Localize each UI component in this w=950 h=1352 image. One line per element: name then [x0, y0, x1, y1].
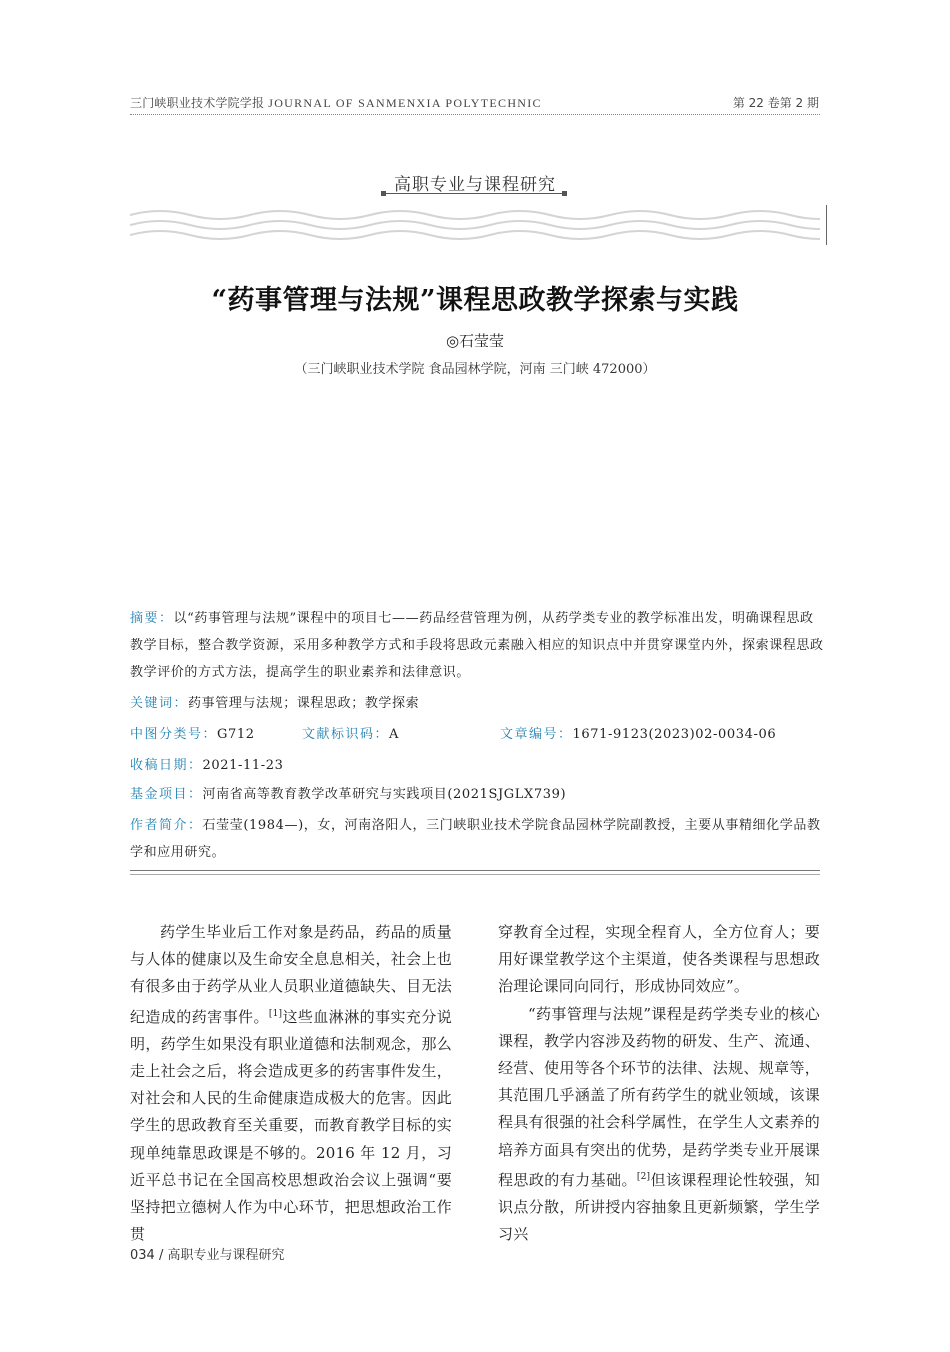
body-column-right — [498, 919, 820, 1248]
doc-code-label: 文献标识码： — [302, 727, 390, 742]
page-footer — [130, 1244, 285, 1263]
article-title: “药事管理与法规”课程思政教学探索与实践 — [211, 285, 739, 316]
article-number-value: 1671-9123(2023)02-0034-06 — [572, 727, 777, 742]
paragraph: 穿教育全过程，实现全程育人，全方位育人；要用好课堂教学这个主渠道，使各类课程与思想政治理论课同向同行，形成协同效应”。 — [498, 923, 820, 996]
paragraph-text: 这些血淋淋的事实充分说明，药学生如果没有职业道德和法制观念，那么走上社会之后，将会造成更多的药害事件发生，对社会和人民的生命健康造成极大的危害。因此学生的思政教育至关重要，而教育教学目标的实现单纯靠思政课是不够的。2016 年 12 月，习近平总书记在全国高校思想政治会议上强调“要坚持把立德树人作为中心环节，把思想政治工作贯 — [130, 1007, 452, 1244]
doc-code-value: A — [389, 727, 400, 742]
classification-row — [130, 721, 825, 748]
abstract-text: 以“药事管理与法规”课程中的项目七——药品经营管理为例，从药学类专业的教学标准出发，明确课程思政教学目标，整合教学资源，采用多种教学方式和手段将思政元素融入相应的知识点中并贯穿课堂内外，探索课程思政教学评价的方式方法，提高学生的职业素养和法律意识。 — [130, 611, 824, 680]
fund-label: 基金项目： — [130, 787, 203, 802]
paragraph — [498, 1001, 820, 1249]
author-affiliation: （三门峡职业技术学院 食品园林学院，河南 三门峡 472000） — [294, 362, 656, 377]
journal-name-cn: 三门峡职业技术学院学报 — [130, 96, 265, 110]
doc-code-field — [302, 721, 399, 748]
paragraph-text: 药学生毕业后工作对象是药品，药品的质量与人体的健康以及生命安全息息相关，社会上也有很多由于药学从业人员职业道德缺失、目无法纪造成的药害事件。 — [130, 923, 452, 1026]
section-underline-dot-left — [381, 191, 386, 196]
keywords-text: 药事管理与法规；课程思政；教学探索 — [188, 696, 420, 711]
citation: [2] — [636, 1171, 651, 1182]
abstract — [130, 605, 825, 686]
issue-label: 第 22 卷第 2 期 — [732, 96, 819, 110]
keywords — [130, 690, 825, 717]
page-number: 034 — [130, 1248, 155, 1263]
bio-label: 作者简介： — [130, 818, 203, 833]
article-author: ◎石莹莹 — [445, 332, 505, 350]
section-underline-dot-right — [562, 191, 567, 196]
fund-project — [130, 781, 825, 808]
footer-section: 高职专业与课程研究 — [167, 1248, 285, 1263]
keywords-label: 关键词： — [130, 696, 189, 711]
banner-edge-bar — [826, 205, 827, 245]
article-number-label: 文章编号： — [500, 727, 573, 742]
decorative-wave-banner — [130, 205, 820, 245]
received-value: 2021-11-23 — [202, 758, 284, 773]
fund-text: 河南省高等教育教学改革研究与实践项目(2021SJGLX739) — [202, 787, 567, 802]
section-underline — [384, 193, 564, 194]
body-column-left — [130, 919, 452, 1248]
paragraph-text: 但该课程理论性较强，知识点分散，所讲授内容抽象且更新频繁，学生学习兴 — [498, 1170, 820, 1244]
clc-field — [130, 727, 255, 742]
paragraph-text: “药事管理与法规”课程是药学类专业的核心课程，教学内容涉及药物的研发、生产、流通、经营、使用等各个环节的法律、法规、规章等，其范围几乎涵盖了所有药学生的就业领域，该课程具有很强的社会科学属性，在学生人文素养的培养方面具有突出的优势，是药学类专业开展课程思政的有力基础。 — [498, 1004, 820, 1189]
header-divider — [130, 114, 820, 115]
citation: [1] — [268, 1008, 283, 1019]
received-label: 收稿日期： — [130, 758, 203, 773]
bio-text: 石莹莹(1984—)，女，河南洛阳人，三门峡职业技术学院食品园林学院副教授，主要从事精细化学品教学和应用研究。 — [130, 818, 821, 860]
abstract-divider-top — [130, 870, 820, 871]
running-header-journal — [130, 94, 542, 111]
clc-value: G712 — [217, 727, 255, 742]
paragraph — [130, 919, 452, 1248]
author-bio — [130, 812, 825, 866]
received-date — [130, 752, 825, 779]
abstract-label: 摘要： — [130, 611, 174, 626]
journal-name-en: JOURNAL OF SANMENXIA POLYTECHNIC — [268, 96, 542, 110]
footer-separator: / — [158, 1248, 164, 1263]
clc-label: 中图分类号： — [130, 727, 218, 742]
section-title: 高职专业与课程研究 — [394, 175, 556, 195]
abstract-divider-bottom — [130, 874, 820, 875]
article-number-field — [500, 721, 776, 748]
